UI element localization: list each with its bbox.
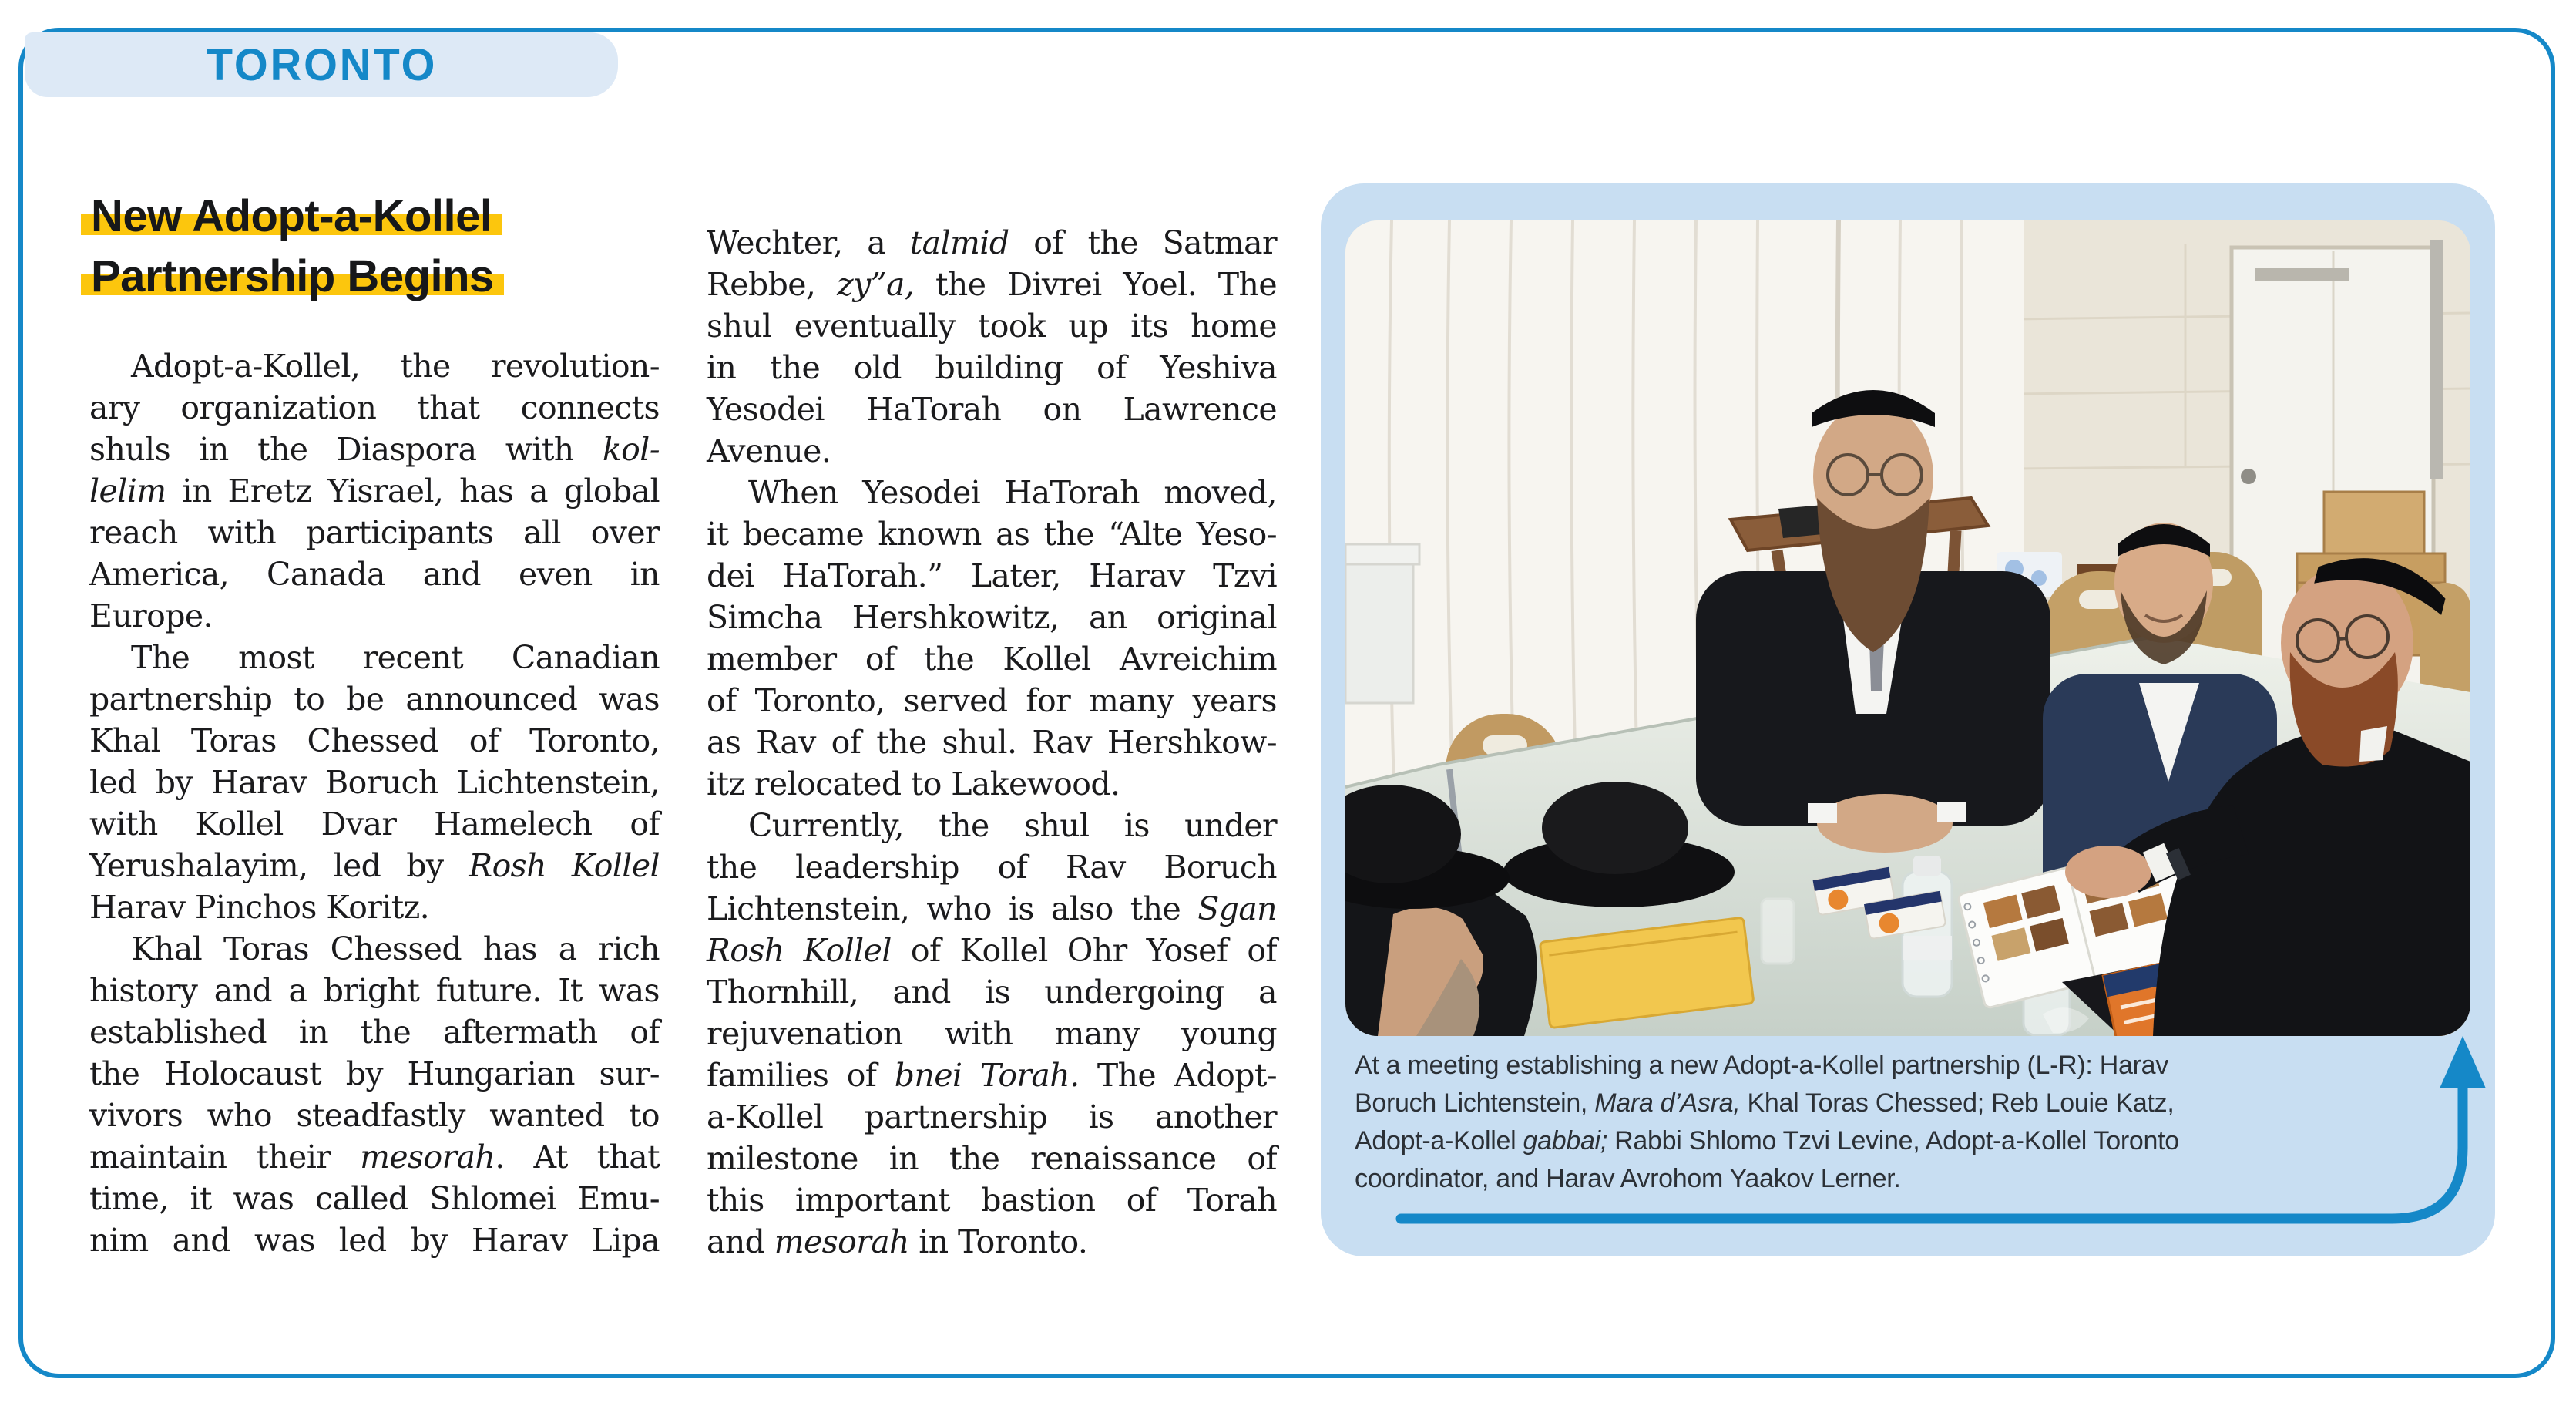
text-line: Adopt-a-Kollel, the revolution- bbox=[131, 348, 660, 385]
headline-line-2: Partnership Begins bbox=[81, 247, 504, 307]
text-line: and mesorah in Toronto. bbox=[707, 1223, 1088, 1260]
text-line: Yerushalayim, led by Rosh Kollel bbox=[89, 847, 660, 884]
text-line: member of the Kollel Avreichim bbox=[707, 641, 1277, 678]
text-line: coordinator, and Harav Avrohom Yaakov Lerner. bbox=[1355, 1164, 1901, 1193]
drinking-glass bbox=[1762, 899, 1794, 964]
meeting-photo bbox=[1345, 220, 2470, 1036]
text-line: Simcha Hershkowitz, an original bbox=[707, 599, 1277, 636]
text-line: reach with participants all over bbox=[89, 514, 660, 551]
text-line: Rosh Kollel of Kollel Ohr Yosef of bbox=[707, 932, 1277, 969]
text-line: it became known as the “Alte Yeso- bbox=[707, 516, 1277, 553]
text-line: led by Harav Boruch Lichtenstein, bbox=[89, 764, 660, 801]
text-line: this important bastion of Torah bbox=[707, 1182, 1277, 1219]
headline-line-1: New Adopt-a-Kollel bbox=[81, 187, 502, 247]
text-line: history and a bright future. It was bbox=[89, 972, 660, 1009]
text-line: partnership to be announced was bbox=[89, 681, 660, 718]
text-line: Wechter, a talmid of the Satmar bbox=[707, 224, 1277, 261]
text-line: Adopt-a-Kollel gabbai; Rabbi Shlomo Tzvi Levine, Adopt-a-Kollel Toronto bbox=[1355, 1126, 2179, 1155]
text-line: dei HaTorah.” Later, Harav Tzvi bbox=[707, 557, 1277, 594]
text-line: Lichtenstein, who is also the Sgan bbox=[707, 890, 1277, 927]
article-column-2 bbox=[707, 222, 1277, 1263]
text-line: Europe. bbox=[89, 597, 213, 634]
text-line: the Holocaust by Hungarian sur- bbox=[89, 1055, 660, 1092]
side-shelf bbox=[1345, 544, 1419, 703]
text-line: Currently, the shul is under bbox=[748, 807, 1277, 844]
text-line: a-Kollel partnership is another bbox=[707, 1098, 1277, 1135]
text-line: ary organization that connects bbox=[89, 389, 660, 426]
text-line: as Rav of the shul. Rav Hershkow- bbox=[707, 724, 1277, 761]
text-line: Avenue. bbox=[707, 432, 831, 469]
photo-card bbox=[1321, 183, 2495, 1256]
photo-frame bbox=[1345, 220, 2470, 1036]
text-line: itz relocated to Lakewood. bbox=[707, 765, 1120, 802]
text-line: Khal Toras Chessed of Toronto, bbox=[89, 722, 660, 759]
region-label: TORONTO bbox=[206, 39, 437, 90]
text-line: Thornhill, and is undergoing a bbox=[707, 974, 1277, 1011]
text-line: Boruch Lichtenstein, Mara d’Asra, Khal Toras Chessed; Reb Louie Katz, bbox=[1355, 1088, 2175, 1118]
wall-conduit bbox=[2430, 240, 2443, 479]
text-line: milestone in the renaissance of bbox=[707, 1140, 1277, 1177]
text-line: Yesodei HaTorah on Lawrence bbox=[707, 391, 1277, 428]
text-line: maintain their mesorah. At that bbox=[89, 1139, 660, 1176]
text-line: shuls in the Diaspora with kol- bbox=[89, 431, 660, 468]
text-line: Rebbe, zy”a, the Divrei Yoel. The bbox=[707, 266, 1277, 303]
text-line: At a meeting establishing a new Adopt-a-Kollel partnership (L-R): Harav bbox=[1355, 1051, 2168, 1080]
text-line: with Kollel Dvar Hamelech of bbox=[89, 806, 660, 843]
text-line: of Toronto, served for many years bbox=[707, 682, 1277, 719]
text-line: in the old building of Yeshiva bbox=[707, 349, 1277, 386]
text-line: time, it was called Shlomei Emu- bbox=[89, 1180, 660, 1217]
text-line: nim and was led by Harav Lipa bbox=[89, 1222, 660, 1259]
text-line: Khal Toras Chessed has a rich bbox=[131, 930, 660, 967]
text-line: vivors who steadfastly wanted to bbox=[89, 1097, 660, 1134]
region-tab bbox=[25, 32, 618, 97]
text-line: the leadership of Rav Boruch bbox=[707, 849, 1277, 886]
text-line: Harav Pinchos Koritz. bbox=[89, 889, 430, 926]
text-line: families of bnei Torah. The Adopt- bbox=[707, 1057, 1277, 1094]
text-line: America, Canada and even in bbox=[89, 556, 660, 593]
article-column-1 bbox=[89, 345, 660, 1261]
text-line: shul eventually took up its home bbox=[707, 308, 1277, 345]
text-line: When Yesodei HaTorah moved, bbox=[748, 474, 1277, 511]
text-line: The most recent Canadian bbox=[131, 639, 660, 676]
photo-caption bbox=[1355, 1047, 2392, 1198]
text-line: established in the aftermath of bbox=[89, 1014, 660, 1051]
article-headline bbox=[91, 187, 661, 307]
text-line: rejuvenation with many young bbox=[707, 1015, 1277, 1052]
text-line: lelim in Eretz Yisrael, has a global bbox=[89, 473, 660, 510]
